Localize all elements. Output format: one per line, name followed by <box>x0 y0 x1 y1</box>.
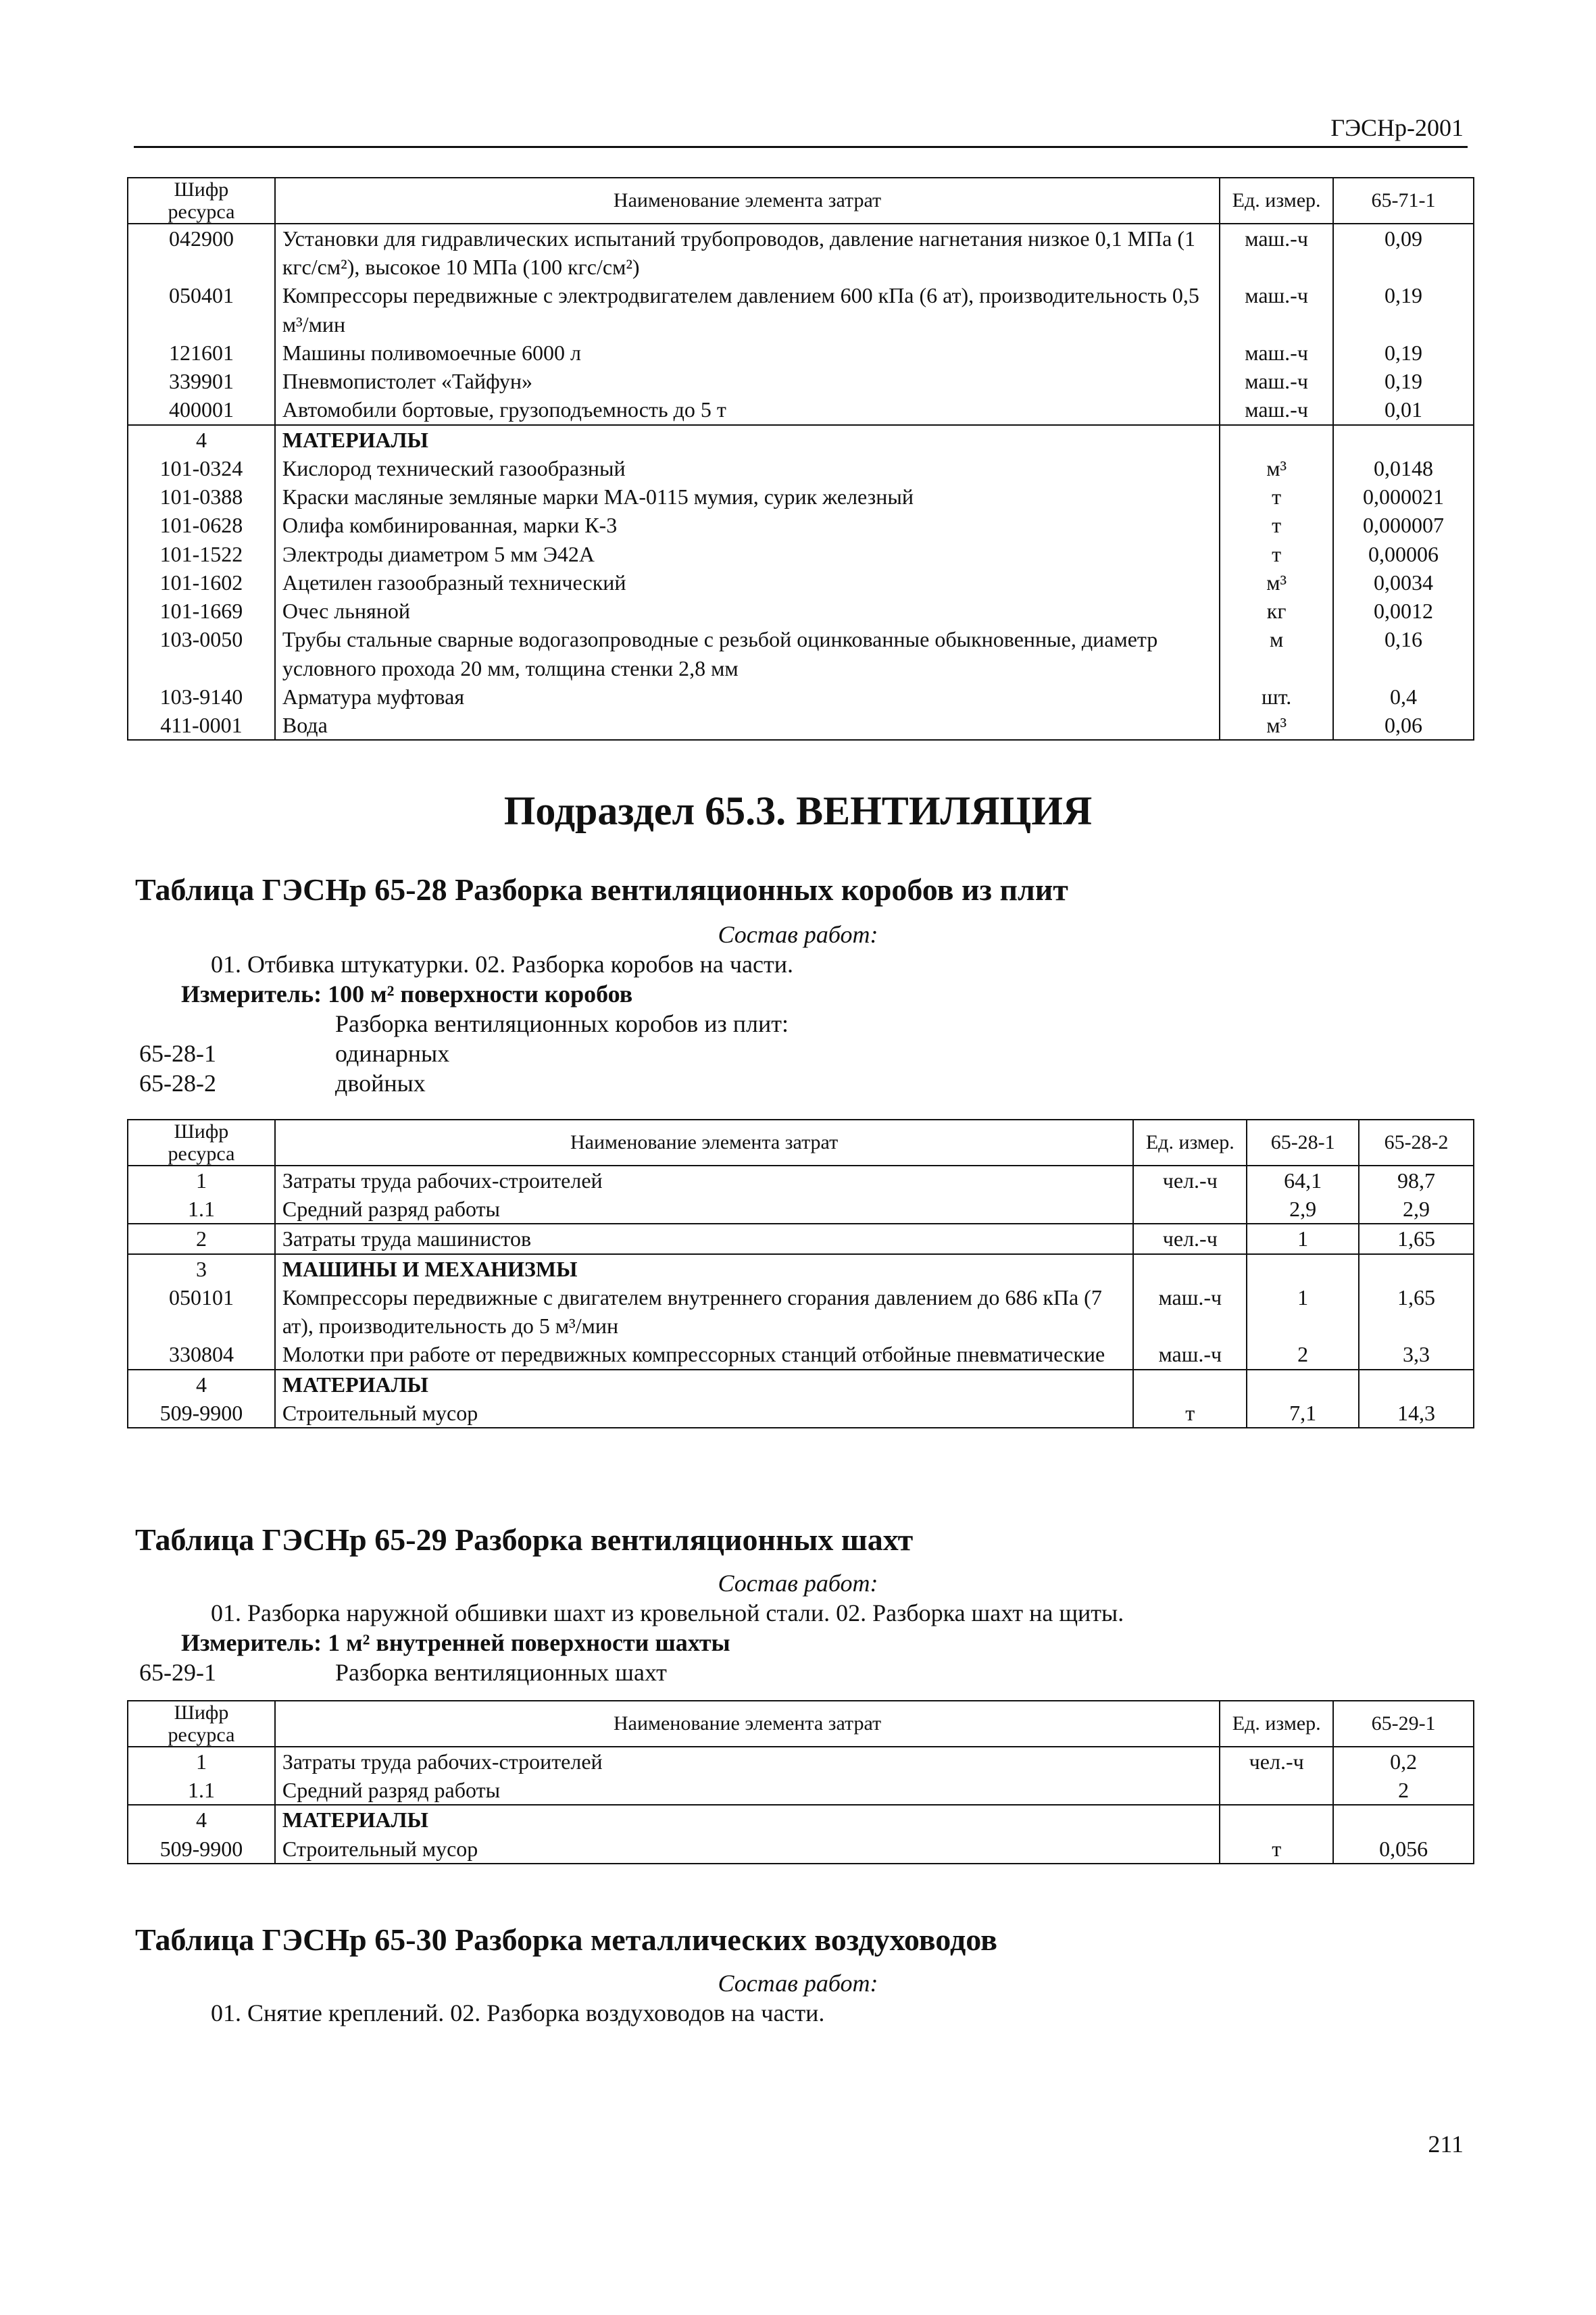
table-section-row <box>128 425 1474 454</box>
item-name-cell: МАТЕРИАЛЫ <box>275 1805 1220 1834</box>
resource-code-cell: 509-9900 <box>128 1399 275 1428</box>
item-name-cell: Автомобили бортовые, грузоподъемность до 5 т <box>275 395 1220 424</box>
resource-code-cell: 101-1669 <box>128 597 275 625</box>
table-row <box>128 568 1474 597</box>
table-section-row <box>128 1370 1474 1399</box>
value-cell: 14,3 <box>1359 1399 1474 1428</box>
item-name-cell: Строительный мусор <box>275 1399 1133 1428</box>
meter-text: Измеритель: 1 м² внутренней поверхности шахты <box>181 1629 730 1656</box>
table-row <box>128 1340 1474 1369</box>
unit-cell: т <box>1133 1399 1247 1428</box>
unit-cell <box>1220 1805 1333 1834</box>
unit-cell: т <box>1220 511 1333 539</box>
table-header-row <box>128 1701 1474 1747</box>
work-composition-label: Состав работ: <box>718 1570 878 1597</box>
unit-cell <box>1220 1776 1333 1805</box>
resource-code-cell: 101-0324 <box>128 454 275 482</box>
resource-code-cell: 411-0001 <box>128 711 275 740</box>
unit-cell <box>1220 425 1333 454</box>
value-cell: 0,0034 <box>1333 568 1474 597</box>
item-name-cell: МАТЕРИАЛЫ <box>275 1370 1133 1399</box>
item-name-cell: Пневмопистолет «Тайфун» <box>275 367 1220 395</box>
meter-text: Измеритель: 100 м² поверхности коробов <box>181 980 633 1007</box>
unit-cell: т <box>1220 1835 1333 1864</box>
table-row <box>128 1224 1474 1253</box>
resource-code-cell: 2 <box>128 1224 275 1253</box>
table-header-row <box>128 1120 1474 1166</box>
resource-code-cell: 050401 <box>128 281 275 338</box>
document-code: ГЭСНр-2001 <box>1330 114 1464 141</box>
unit-cell: маш.-ч <box>1220 367 1333 395</box>
item-name-cell: Краски масляные земляные марки МА-0115 мумия, сурик железный <box>275 482 1220 511</box>
page-number: 211 <box>1428 2131 1464 2158</box>
value-cell: 0,00006 <box>1333 540 1474 568</box>
value-cell: 0,0012 <box>1333 597 1474 625</box>
unit-cell: чел.-ч <box>1133 1166 1247 1195</box>
value-cell <box>1247 1370 1359 1399</box>
unit-cell: м³ <box>1220 454 1333 482</box>
value-cell: 1,65 <box>1359 1224 1474 1253</box>
value-cell: 0,16 <box>1333 625 1474 682</box>
header-rule <box>134 146 1468 148</box>
table-row <box>128 625 1474 682</box>
table-row <box>128 1283 1474 1340</box>
value-cell: 2 <box>1333 1776 1474 1805</box>
header-col-65-28-2: 65-28-2 <box>1359 1120 1474 1166</box>
variant-label: двойных <box>335 1070 426 1097</box>
variant-label: одинарных <box>335 1040 450 1067</box>
resource-code-cell: 1.1 <box>128 1195 275 1224</box>
table-65-29 <box>127 1700 1474 1864</box>
value-cell: 0,19 <box>1333 339 1474 367</box>
value-cell: 0,09 <box>1333 224 1474 281</box>
value-cell: 2 <box>1247 1340 1359 1369</box>
value-cell: 1,65 <box>1359 1283 1474 1340</box>
table-section-row <box>128 1254 1474 1283</box>
table-header-row <box>128 178 1474 224</box>
header-name: Наименование элемента затрат <box>275 1120 1133 1166</box>
resource-code-cell: 050101 <box>128 1283 275 1340</box>
unit-cell: м³ <box>1220 568 1333 597</box>
header-name: Наименование элемента затрат <box>275 1701 1220 1747</box>
value-cell: 0,01 <box>1333 395 1474 424</box>
item-name-cell: Затраты труда рабочих-строителей <box>275 1166 1133 1195</box>
variants-intro: Разборка вентиляционных коробов из плит: <box>335 1010 789 1037</box>
work-composition-label: Состав работ: <box>718 921 878 948</box>
resource-code-cell: 330804 <box>128 1340 275 1369</box>
value-cell: 2,9 <box>1359 1195 1474 1224</box>
header-code: Шифр ресурса <box>128 178 275 224</box>
value-cell <box>1333 425 1474 454</box>
table-row <box>128 1166 1474 1195</box>
resource-code-cell: 101-0388 <box>128 482 275 511</box>
variant-code: 65-28-2 <box>139 1070 216 1097</box>
item-name-cell: Компрессоры передвижные с двигателем внутреннего сгорания давлением до 686 кПа (7 ат), производительность до 5 м³/мин <box>275 1283 1133 1340</box>
resource-code-cell: 1.1 <box>128 1776 275 1805</box>
value-cell <box>1247 1254 1359 1283</box>
unit-cell <box>1133 1254 1247 1283</box>
unit-cell <box>1133 1370 1247 1399</box>
header-unit: Ед. измер. <box>1220 178 1333 224</box>
unit-cell: м³ <box>1220 711 1333 740</box>
table-row <box>128 511 1474 539</box>
resource-code-cell: 103-0050 <box>128 625 275 682</box>
item-name-cell: Средний разряд работы <box>275 1776 1220 1805</box>
item-name-cell: Очес льняной <box>275 597 1220 625</box>
value-cell: 0,19 <box>1333 281 1474 338</box>
unit-cell: маш.-ч <box>1133 1283 1247 1340</box>
resource-code-cell: 103-9140 <box>128 682 275 711</box>
table-row <box>128 482 1474 511</box>
item-name-cell: Арматура муфтовая <box>275 682 1220 711</box>
item-name-cell: Молотки при работе от передвижных компрессорных станций отбойные пневматические <box>275 1340 1133 1369</box>
unit-cell: чел.-ч <box>1220 1747 1333 1776</box>
table-row <box>128 281 1474 338</box>
unit-cell: шт. <box>1220 682 1333 711</box>
item-name-cell: Трубы стальные сварные водогазопроводные с резьбой оцинкованные обыкновенные, диаметр условного прохода 20 мм, толщина стенки 2,8 мм <box>275 625 1220 682</box>
table-row <box>128 1776 1474 1805</box>
unit-cell <box>1133 1195 1247 1224</box>
item-name-cell: Установки для гидравлических испытаний трубопроводов, давление нагнетания низкое 0,1 МПа (1 кгс/см²), высокое 10 МПа (100 кгс/см²) <box>275 224 1220 281</box>
work-composition-label: Состав работ: <box>718 1970 878 1997</box>
item-name-cell: Строительный мусор <box>275 1835 1220 1864</box>
item-name-cell: Олифа комбинированная, марки К-3 <box>275 511 1220 539</box>
resource-code-cell: 101-0628 <box>128 511 275 539</box>
table-65-71-continuation <box>127 177 1474 741</box>
item-name-cell: МАТЕРИАЛЫ <box>275 425 1220 454</box>
resource-code-cell: 4 <box>128 425 275 454</box>
table-section-row <box>128 1805 1474 1834</box>
item-name-cell: Затраты труда рабочих-строителей <box>275 1747 1220 1776</box>
table-row <box>128 1195 1474 1224</box>
unit-cell: м <box>1220 625 1333 682</box>
resource-code-cell: 509-9900 <box>128 1835 275 1864</box>
value-cell: 2,9 <box>1247 1195 1359 1224</box>
header-code: Шифр ресурса <box>128 1701 275 1747</box>
work-composition-text: 01. Отбивка штукатурки. 02. Разборка коробов на части. <box>211 951 793 978</box>
resource-code-cell: 339901 <box>128 367 275 395</box>
table-row <box>128 1747 1474 1776</box>
table-title-65-28: Таблица ГЭСНр 65-28 Разборка вентиляционных коробов из плит <box>135 872 1068 907</box>
value-cell: 0,19 <box>1333 367 1474 395</box>
table-row <box>128 1835 1474 1864</box>
header-code: Шифр ресурса <box>128 1120 275 1166</box>
unit-cell: кг <box>1220 597 1333 625</box>
value-cell: 0,2 <box>1333 1747 1474 1776</box>
item-name-cell: Затраты труда машинистов <box>275 1224 1133 1253</box>
unit-cell: т <box>1220 482 1333 511</box>
header-unit: Ед. измер. <box>1133 1120 1247 1166</box>
value-cell: 98,7 <box>1359 1166 1474 1195</box>
table-title-65-29: Таблица ГЭСНр 65-29 Разборка вентиляционных шахт <box>135 1522 914 1557</box>
work-composition-text: 01. Разборка наружной обшивки шахт из кровельной стали. 02. Разборка шахт на щиты. <box>211 1599 1124 1626</box>
resource-code-cell: 101-1522 <box>128 540 275 568</box>
item-name-cell: Машины поливомоечные 6000 л <box>275 339 1220 367</box>
value-cell: 0,000021 <box>1333 482 1474 511</box>
value-cell: 0,4 <box>1333 682 1474 711</box>
resource-code-cell: 042900 <box>128 224 275 281</box>
header-col-65-71-1: 65-71-1 <box>1333 178 1474 224</box>
table-title-65-30: Таблица ГЭСНр 65-30 Разборка металлических воздуховодов <box>135 1922 997 1957</box>
item-name-cell: Электроды диаметром 5 мм Э42А <box>275 540 1220 568</box>
resource-code-cell: 3 <box>128 1254 275 1283</box>
unit-cell: маш.-ч <box>1133 1340 1247 1369</box>
resource-code-cell: 4 <box>128 1805 275 1834</box>
value-cell <box>1359 1370 1474 1399</box>
resource-code-cell: 1 <box>128 1166 275 1195</box>
unit-cell: маш.-ч <box>1220 395 1333 424</box>
header-name: Наименование элемента затрат <box>275 178 1220 224</box>
variant-code: 65-28-1 <box>139 1040 216 1067</box>
unit-cell: чел.-ч <box>1133 1224 1247 1253</box>
item-name-cell: Вода <box>275 711 1220 740</box>
unit-cell: маш.-ч <box>1220 339 1333 367</box>
header-unit: Ед. измер. <box>1220 1701 1333 1747</box>
value-cell: 3,3 <box>1359 1340 1474 1369</box>
resource-code-cell: 400001 <box>128 395 275 424</box>
value-cell: 0,0148 <box>1333 454 1474 482</box>
value-cell: 64,1 <box>1247 1166 1359 1195</box>
table-65-28 <box>127 1119 1474 1428</box>
variant-code: 65-29-1 <box>139 1659 216 1686</box>
item-name-cell: Ацетилен газообразный технический <box>275 568 1220 597</box>
table-row <box>128 711 1474 740</box>
unit-cell: маш.-ч <box>1220 281 1333 338</box>
unit-cell: т <box>1220 540 1333 568</box>
variant-label: Разборка вентиляционных шахт <box>335 1659 667 1686</box>
item-name-cell: Компрессоры передвижные с электродвигателем давлением 600 кПа (6 ат), производительность 0,5 м³/мин <box>275 281 1220 338</box>
header-col-65-29-1: 65-29-1 <box>1333 1701 1474 1747</box>
resource-code-cell: 101-1602 <box>128 568 275 597</box>
value-cell: 0,000007 <box>1333 511 1474 539</box>
table-row <box>128 1399 1474 1428</box>
table-row <box>128 597 1474 625</box>
unit-cell: маш.-ч <box>1220 224 1333 281</box>
value-cell: 0,056 <box>1333 1835 1474 1864</box>
value-cell: 7,1 <box>1247 1399 1359 1428</box>
item-name-cell: Кислород технический газообразный <box>275 454 1220 482</box>
resource-code-cell: 4 <box>128 1370 275 1399</box>
value-cell: 1 <box>1247 1224 1359 1253</box>
item-name-cell: Средний разряд работы <box>275 1195 1133 1224</box>
resource-code-cell: 1 <box>128 1747 275 1776</box>
value-cell: 0,06 <box>1333 711 1474 740</box>
table-row <box>128 540 1474 568</box>
resource-code-cell: 121601 <box>128 339 275 367</box>
value-cell: 1 <box>1247 1283 1359 1340</box>
value-cell <box>1333 1805 1474 1834</box>
item-name-cell: МАШИНЫ И МЕХАНИЗМЫ <box>275 1254 1133 1283</box>
table-row <box>128 224 1474 281</box>
table-row <box>128 339 1474 367</box>
table-row <box>128 395 1474 424</box>
table-row <box>128 682 1474 711</box>
subsection-title: Подраздел 65.3. ВЕНТИЛЯЦИЯ <box>503 789 1093 833</box>
value-cell <box>1359 1254 1474 1283</box>
table-row <box>128 454 1474 482</box>
table-row <box>128 367 1474 395</box>
work-composition-text: 01. Снятие креплений. 02. Разборка воздуховодов на части. <box>211 1999 825 2026</box>
header-col-65-28-1: 65-28-1 <box>1247 1120 1359 1166</box>
